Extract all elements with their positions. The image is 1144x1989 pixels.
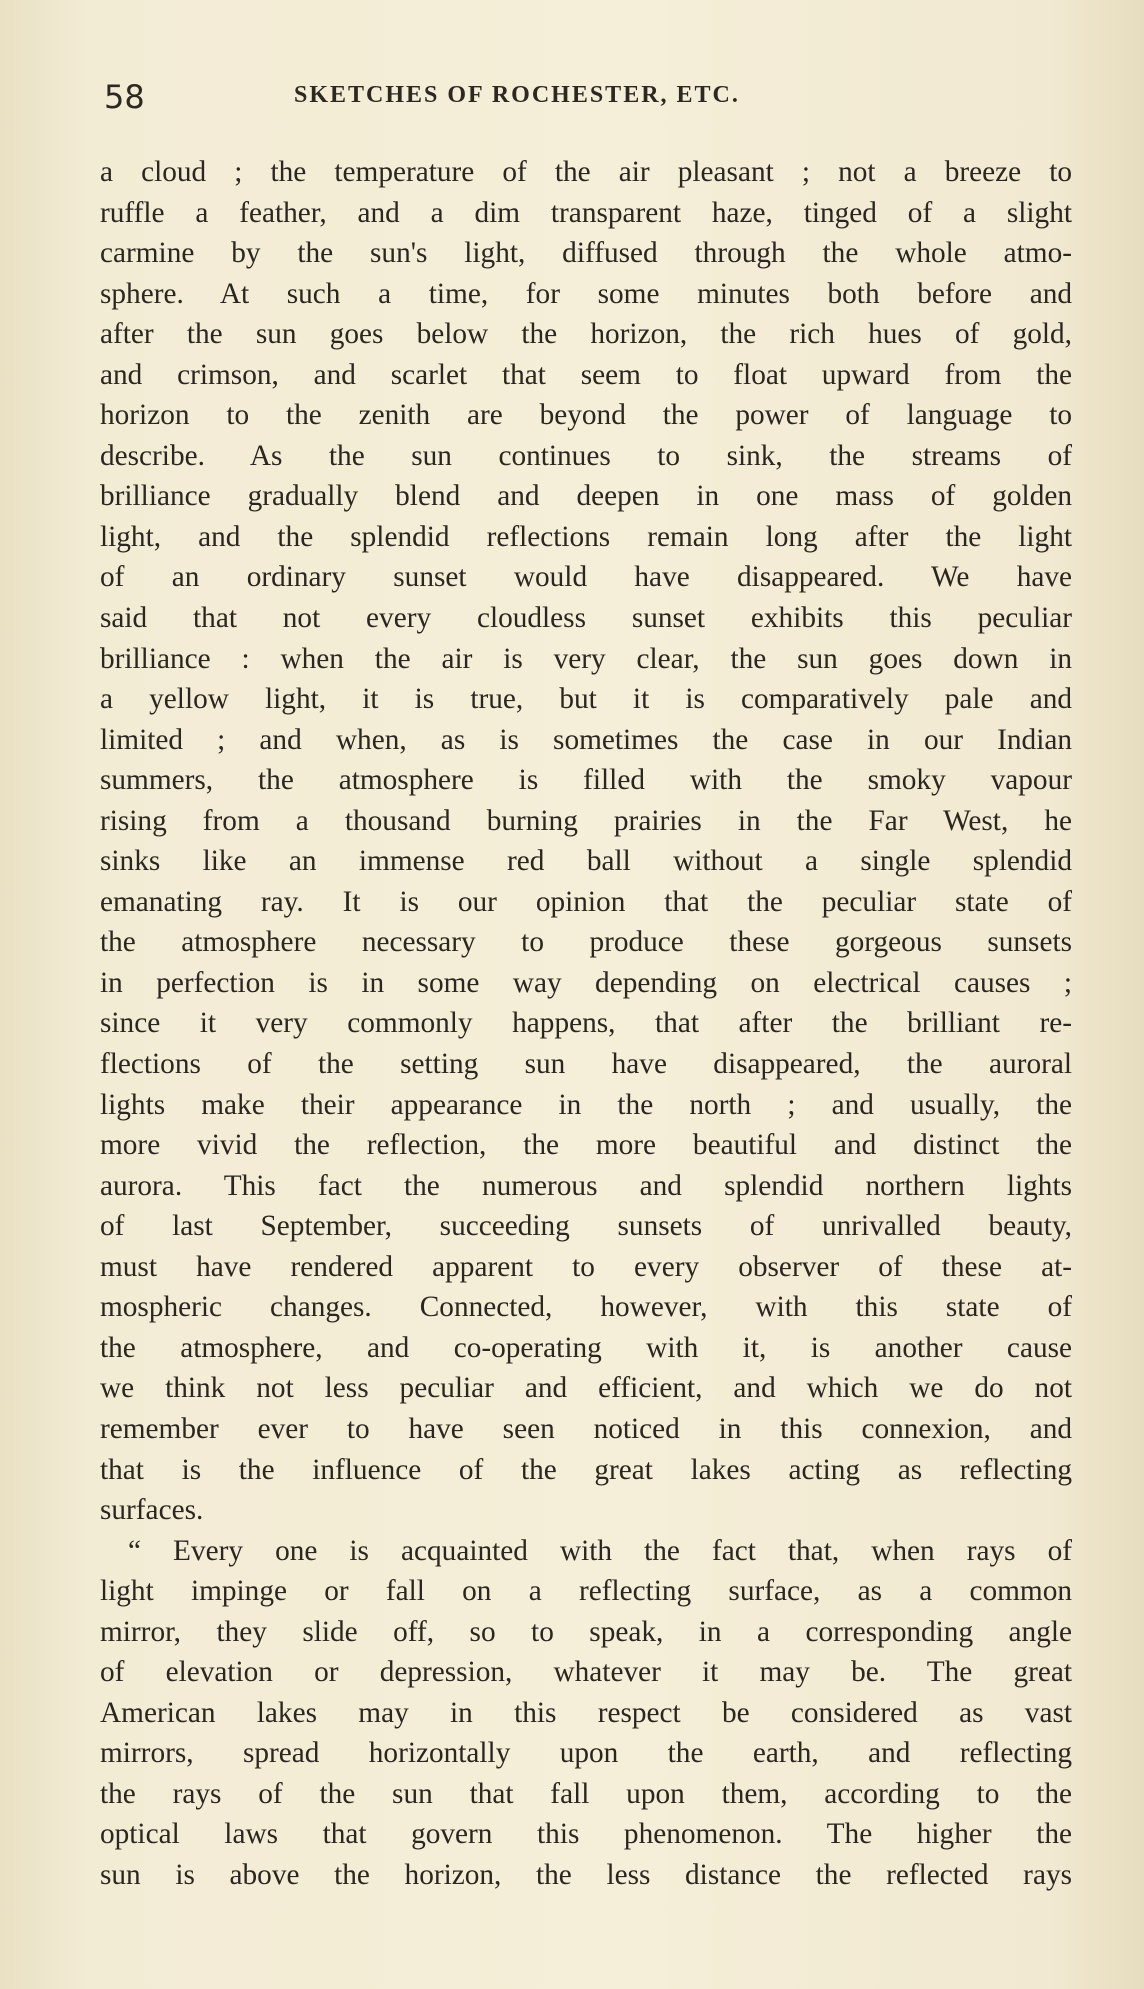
text-line: sinks like an immense red ball without a single splendid [100,845,1072,878]
text-line: of last September, succeeding sunsets of unrivalled beauty, [100,1210,1072,1243]
body-text [100,152,1072,1896]
text-line: the rays of the sun that fall upon them, according to the [100,1777,1072,1810]
text-line: of an ordinary sunset would have disappeared. We have [100,561,1072,594]
text-line: light impinge or fall on a reflecting surface, as a common [100,1575,1072,1608]
text-line: summers, the atmosphere is filled with the smoky vapour [100,764,1072,797]
text-line: the atmosphere, and co-operating with it, is another cause [100,1331,1072,1364]
text-line: mospheric changes. Connected, however, with this state of [100,1291,1072,1324]
running-head [100,70,1072,130]
text-line: American lakes may in this respect be considered as vast [100,1696,1072,1729]
text-line-paragraph-end: surfaces. [100,1494,204,1527]
text-line-paragraph-start: “ Every one is acquainted with the fact that, when rays of [128,1534,1072,1567]
page-number: 58 [104,78,145,116]
text-line: the atmosphere necessary to produce these gorgeous sunsets [100,926,1072,959]
text-line: optical laws that govern this phenomenon. The higher the [100,1818,1072,1851]
running-title: SKETCHES OF ROCHESTER, ETC. [294,82,740,108]
text-line: limited ; and when, as is sometimes the case in our Indian [100,723,1072,756]
text-line: sun is above the horizon, the less distance the reflected rays [100,1858,1072,1891]
text-line: brilliance : when the air is very clear, the sun goes down in [100,642,1072,675]
text-line: mirror, they slide off, so to speak, in a corresponding angle [100,1615,1072,1648]
text-line: emanating ray. It is our opinion that the peculiar state of [100,885,1072,918]
text-line: carmine by the sun's light, diffused through the whole atmo- [100,237,1072,270]
book-page [100,70,1072,1896]
text-line: in perfection is in some way depending on electrical causes ; [100,966,1072,999]
text-line: a yellow light, it is true, but it is comparatively pale and [100,683,1072,716]
text-line: said that not every cloudless sunset exhibits this peculiar [100,602,1072,635]
text-line: a cloud ; the temperature of the air pleasant ; not a breeze to [100,156,1072,188]
text-line: aurora. This fact the numerous and splendid northern lights [100,1169,1072,1202]
text-line: ruffle a feather, and a dim transparent haze, tinged of a slight [100,196,1072,229]
text-line: after the sun goes below the horizon, the rich hues of gold, [100,318,1072,351]
text-line: remember ever to have seen noticed in this connexion, and [100,1412,1072,1445]
text-line: that is the influence of the great lakes acting as reflecting [100,1453,1072,1486]
text-line: sphere. At such a time, for some minutes both before and [100,277,1072,310]
text-line: flections of the setting sun have disappeared, the auroral [100,1048,1072,1081]
text-line: we think not less peculiar and efficient, and which we do not [100,1372,1072,1405]
text-line: more vivid the reflection, the more beautiful and distinct the [100,1129,1072,1162]
text-line: mirrors, spread horizontally upon the earth, and reflecting [100,1737,1072,1770]
text-line: light, and the splendid reflections remain long after the light [100,520,1072,553]
text-line: brilliance gradually blend and deepen in one mass of golden [100,480,1072,513]
text-line: describe. As the sun continues to sink, the streams of [100,439,1072,472]
text-line: horizon to the zenith are beyond the power of language to [100,399,1072,432]
text-line: since it very commonly happens, that after the brilliant re- [100,1007,1072,1040]
text-line: rising from a thousand burning prairies in the Far West, he [100,804,1072,837]
text-line: of elevation or depression, whatever it may be. The great [100,1656,1072,1689]
text-line: lights make their appearance in the north ; and usually, the [100,1088,1072,1121]
text-line: and crimson, and scarlet that seem to float upward from the [100,358,1072,391]
text-line: must have rendered apparent to every observer of these at- [100,1250,1072,1283]
